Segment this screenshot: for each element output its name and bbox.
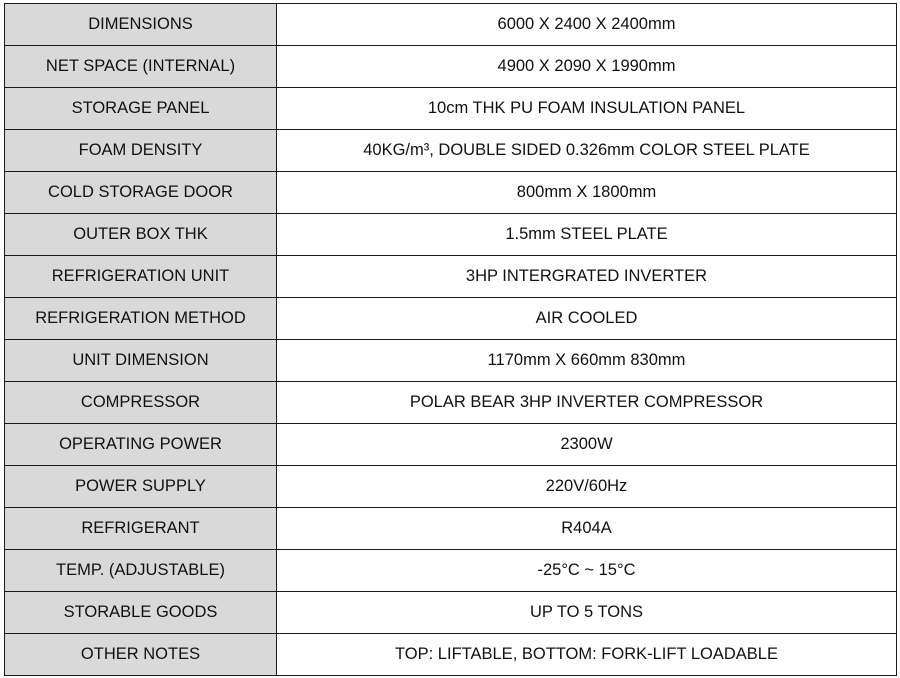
spec-label: NET SPACE (INTERNAL) <box>5 46 277 88</box>
spec-label: UNIT DIMENSION <box>5 340 277 382</box>
spec-label: REFRIGERATION UNIT <box>5 256 277 298</box>
spec-value: 40KG/m³, DOUBLE SIDED 0.326mm COLOR STEEL PLATE <box>277 130 897 172</box>
spec-label: OTHER NOTES <box>5 634 277 676</box>
spec-label: FOAM DENSITY <box>5 130 277 172</box>
spec-label: DIMENSIONS <box>5 4 277 46</box>
spec-label: STORAGE PANEL <box>5 88 277 130</box>
spec-value: POLAR BEAR 3HP INVERTER COMPRESSOR <box>277 382 897 424</box>
table-row <box>5 424 897 466</box>
table-row <box>5 550 897 592</box>
spec-label: STORABLE GOODS <box>5 592 277 634</box>
table-row <box>5 88 897 130</box>
spec-table <box>4 3 897 676</box>
spec-value: 3HP INTERGRATED INVERTER <box>277 256 897 298</box>
table-row <box>5 46 897 88</box>
spec-value: 2300W <box>277 424 897 466</box>
table-row <box>5 214 897 256</box>
table-row <box>5 340 897 382</box>
table-row <box>5 256 897 298</box>
table-row <box>5 592 897 634</box>
spec-value: UP TO 5 TONS <box>277 592 897 634</box>
spec-value: 6000 X 2400 X 2400mm <box>277 4 897 46</box>
spec-label: COLD STORAGE DOOR <box>5 172 277 214</box>
table-row <box>5 508 897 550</box>
spec-value: -25°C ~ 15°C <box>277 550 897 592</box>
spec-value: AIR COOLED <box>277 298 897 340</box>
spec-value: R404A <box>277 508 897 550</box>
spec-value: 800mm X 1800mm <box>277 172 897 214</box>
spec-value: TOP: LIFTABLE, BOTTOM: FORK-LIFT LOADABLE <box>277 634 897 676</box>
spec-label: POWER SUPPLY <box>5 466 277 508</box>
spec-label: OUTER BOX THK <box>5 214 277 256</box>
spec-value: 1170mm X 660mm 830mm <box>277 340 897 382</box>
table-row <box>5 4 897 46</box>
spec-value: 4900 X 2090 X 1990mm <box>277 46 897 88</box>
spec-value: 1.5mm STEEL PLATE <box>277 214 897 256</box>
spec-label: REFRIGERANT <box>5 508 277 550</box>
table-row <box>5 172 897 214</box>
spec-label: COMPRESSOR <box>5 382 277 424</box>
spec-value: 10cm THK PU FOAM INSULATION PANEL <box>277 88 897 130</box>
table-row <box>5 298 897 340</box>
table-row <box>5 130 897 172</box>
spec-label: REFRIGERATION METHOD <box>5 298 277 340</box>
spec-label: OPERATING POWER <box>5 424 277 466</box>
spec-table-body <box>5 4 897 676</box>
spec-value: 220V/60Hz <box>277 466 897 508</box>
spec-label: TEMP. (ADJUSTABLE) <box>5 550 277 592</box>
table-row <box>5 382 897 424</box>
table-row <box>5 634 897 676</box>
table-row <box>5 466 897 508</box>
